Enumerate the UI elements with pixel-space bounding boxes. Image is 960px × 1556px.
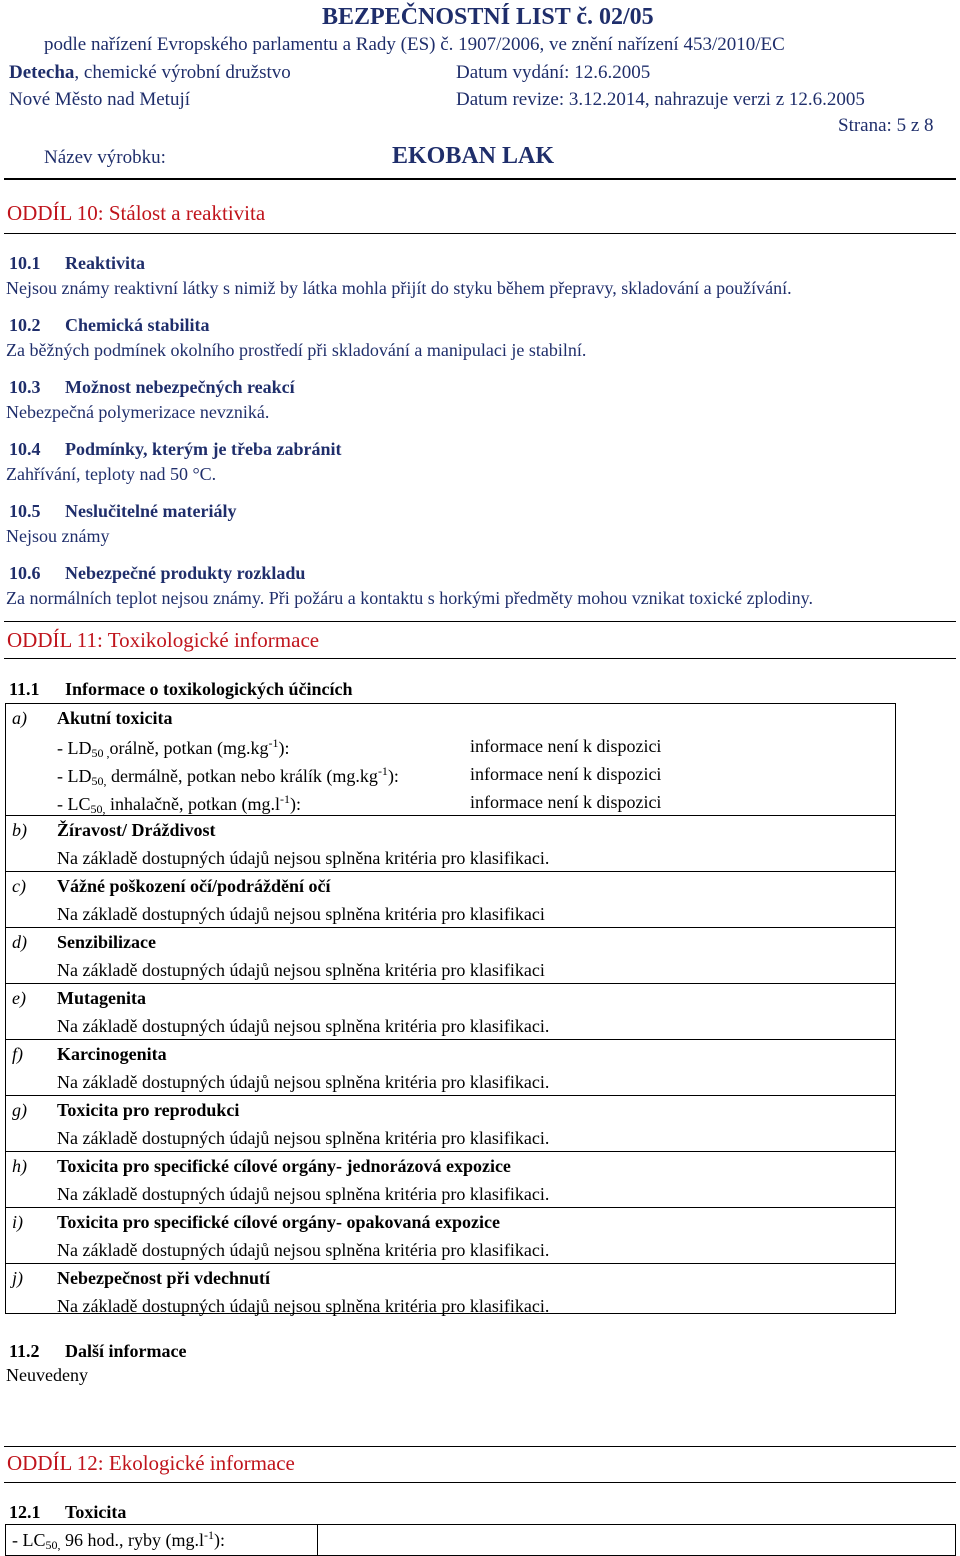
- row-letter: i): [12, 1212, 23, 1232]
- row-letter: b): [12, 820, 27, 840]
- row-text: Na základě dostupných údajů nejsou splněna kritéria pro klasifikaci.: [57, 1296, 550, 1316]
- row-text: Na základě dostupných údajů nejsou splněna kritéria pro klasifikaci.: [57, 1184, 550, 1204]
- row-text: Na základě dostupných údajů nejsou splněna kritéria pro klasifikaci.: [57, 1128, 550, 1148]
- ecotox-divider: [317, 1525, 318, 1555]
- s10-4-title: Podmínky, kterým je třeba zabránit: [65, 439, 342, 459]
- toxicity-row: [6, 1096, 895, 1152]
- s10-3-title: Možnost nebezpečných reakcí: [65, 377, 295, 397]
- toxicity-row: [6, 1152, 895, 1208]
- acute-line-oral: [57, 736, 289, 761]
- toxicity-row: [6, 984, 895, 1040]
- acute-value-oral: informace není k dispozici: [470, 736, 662, 756]
- s10-5-title: Neslučitelné materiály: [65, 501, 237, 521]
- toxicity-row: [6, 1264, 895, 1314]
- row-letter: e): [12, 988, 26, 1008]
- row-letter: g): [12, 1100, 27, 1120]
- acute-close: ):: [289, 794, 301, 814]
- section-11-rule: [4, 658, 956, 659]
- row-text: Na základě dostupných údajů nejsou splněna kritéria pro klasifikaci.: [57, 1016, 550, 1036]
- company-city: Nové Město nad Metují: [9, 89, 191, 110]
- acute-prefix: - LC: [57, 794, 91, 814]
- acute-label: inhalačně, potkan (mg.l: [105, 794, 280, 814]
- s10-4-num: 10.4: [9, 439, 41, 459]
- ecotox-sub: 50,: [45, 1538, 61, 1552]
- acute-sup: -1: [377, 764, 388, 778]
- s10-2-title: Chemická stabilita: [65, 315, 210, 335]
- s10-3-text: Nebezpečná polymerizace nevzniká.: [6, 402, 270, 422]
- toxicity-row-acute: [6, 704, 895, 816]
- ecotox-close: ):: [214, 1530, 225, 1550]
- page-number: Strana: 5 z 8: [838, 115, 934, 136]
- row-letter: h): [12, 1156, 27, 1176]
- row-title: Vážné poškození očí/podráždění očí: [57, 876, 331, 896]
- s10-4-text: Zahřívání, teploty nad 50 °C.: [6, 464, 217, 484]
- acute-sub: 50,: [91, 774, 107, 788]
- s10-6-text: Za normálních teplot nejsou známy. Při požáru a kontaktu s horkými předměty mohou vznikat toxické zplodiny.: [6, 588, 813, 608]
- toxicity-row: [6, 816, 895, 872]
- document-title: BEZPEČNOSTNÍ LIST č. 02/05: [322, 4, 654, 30]
- acute-sub: 50 ,: [91, 746, 110, 760]
- toxicity-table: [5, 703, 896, 1314]
- section-12-rule-top: [4, 1446, 956, 1447]
- row-text: Na základě dostupných údajů nejsou splněna kritéria pro klasifikaci: [57, 960, 545, 980]
- acute-prefix: - LD: [57, 766, 92, 786]
- s10-1-num: 10.1: [9, 253, 41, 273]
- ecotox-label: [12, 1528, 225, 1553]
- acute-line-inhal: [57, 792, 301, 817]
- ecotox-table: [5, 1524, 956, 1556]
- acute-label: dermálně, potkan nebo králík (mg.kg: [106, 766, 378, 786]
- section-10-rule: [4, 233, 956, 234]
- ecotox-label-text: 96 hod., ryby (mg.l: [60, 1530, 204, 1550]
- row-letter: a): [12, 708, 27, 728]
- section-11-heading: ODDÍL 11: Toxikologické informace: [7, 628, 320, 652]
- acute-close: ):: [278, 738, 290, 758]
- toxicity-row: [6, 1208, 895, 1264]
- row-title: Karcinogenita: [57, 1044, 167, 1064]
- acute-sup: -1: [268, 736, 279, 750]
- row-letter: f): [12, 1044, 23, 1064]
- product-name: EKOBAN LAK: [392, 143, 555, 169]
- s10-6-title: Nebezpečné produkty rozkladu: [65, 563, 306, 583]
- acute-value-dermal: informace není k dispozici: [470, 764, 662, 784]
- s11-2-text: Neuvedeny: [6, 1365, 88, 1385]
- toxicity-row: [6, 1040, 895, 1096]
- ecotox-sup: -1: [204, 1528, 214, 1542]
- section-12-rule: [4, 1482, 956, 1483]
- section-10-heading: ODDÍL 10: Stálost a reaktivita: [7, 201, 266, 225]
- row-title: Žíravost/ Dráždivost: [57, 820, 216, 840]
- s10-2-num: 10.2: [9, 315, 41, 335]
- row-text: Na základě dostupných údajů nejsou splněna kritéria pro klasifikaci.: [57, 1072, 550, 1092]
- acute-value-inhal: informace není k dispozici: [470, 792, 662, 812]
- company-name-rest: , chemické výrobní družstvo: [74, 62, 291, 83]
- acute-sup: -1: [279, 792, 290, 806]
- company-name: [9, 62, 291, 84]
- s12-1-num: 12.1: [9, 1502, 41, 1522]
- row-title: Toxicita pro specifické cílové orgány- opakovaná expozice: [57, 1212, 500, 1232]
- s11-1-title: Informace o toxikologických účincích: [65, 679, 353, 699]
- toxicity-row: [6, 928, 895, 984]
- acute-close: ):: [387, 766, 399, 786]
- s11-1-num: 11.1: [9, 679, 40, 699]
- s10-2-text: Za běžných podmínek okolního prostředí při skladování a manipulaci je stabilní.: [6, 340, 587, 360]
- row-title: Akutní toxicita: [57, 708, 173, 728]
- regulation-line: podle nařízení Evropského parlamentu a Rady (ES) č. 1907/2006, ve znění nařízení 453/2010/EC: [44, 34, 785, 55]
- row-title: Toxicita pro reprodukci: [57, 1100, 240, 1120]
- s10-1-title: Reaktivita: [65, 253, 145, 273]
- revision-date: Datum revize: 3.12.2014, nahrazuje verzi z 12.6.2005: [456, 89, 865, 110]
- toxicity-row: [6, 872, 895, 928]
- s11-2-num: 11.2: [9, 1341, 40, 1361]
- section-12-heading: ODDÍL 12: Ekologické informace: [7, 1451, 295, 1475]
- acute-line-dermal: [57, 764, 399, 789]
- row-text: Na základě dostupných údajů nejsou splněna kritéria pro klasifikaci.: [57, 848, 550, 868]
- section-11-rule-top: [4, 621, 956, 622]
- s12-1-title: Toxicita: [65, 1502, 127, 1522]
- s10-6-num: 10.6: [9, 563, 41, 583]
- s10-1-text: Nejsou známy reaktivní látky s nimiž by látka mohla přijít do styku během přepravy, skladování a používání.: [6, 278, 792, 298]
- issue-date: Datum vydání: 12.6.2005: [456, 62, 651, 83]
- product-label: Název výrobku:: [44, 147, 166, 168]
- acute-label: orálně, potkan (mg.kg: [109, 738, 269, 758]
- s10-3-num: 10.3: [9, 377, 41, 397]
- s10-5-text: Nejsou známy: [6, 526, 110, 546]
- row-text: Na základě dostupných údajů nejsou splněna kritéria pro klasifikaci.: [57, 1240, 550, 1260]
- ecotox-prefix: - LC: [12, 1530, 46, 1550]
- row-letter: c): [12, 876, 26, 896]
- acute-sub: 50,: [90, 802, 106, 816]
- row-title: Nebezpečnost při vdechnutí: [57, 1268, 270, 1288]
- header-rule: [4, 178, 956, 180]
- acute-prefix: - LD: [57, 738, 92, 758]
- row-title: Toxicita pro specifické cílové orgány- jednorázová expozice: [57, 1156, 511, 1176]
- s11-2-title: Další informace: [65, 1341, 187, 1361]
- company-name-bold: Detecha: [9, 62, 75, 83]
- s10-5-num: 10.5: [9, 501, 41, 521]
- row-letter: d): [12, 932, 27, 952]
- row-title: Senzibilizace: [57, 932, 156, 952]
- row-letter: j): [12, 1268, 23, 1288]
- row-text: Na základě dostupných údajů nejsou splněna kritéria pro klasifikaci: [57, 904, 545, 924]
- row-title: Mutagenita: [57, 988, 146, 1008]
